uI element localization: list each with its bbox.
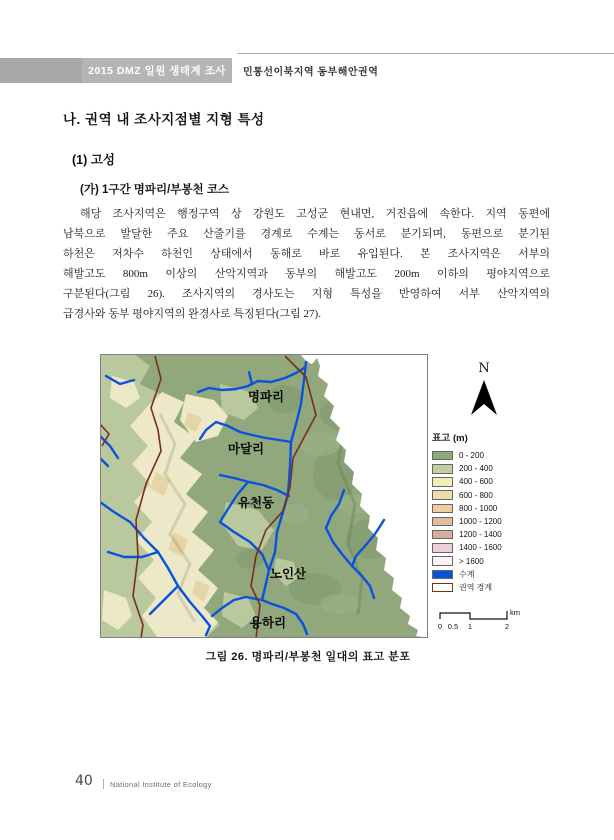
paragraph-line: 남북으로 발달한 주요 산줄기를 경계로 수계는 동서로 분기되며, 동편으로 분기된	[63, 228, 550, 240]
legend-item	[432, 502, 542, 515]
legend-swatch	[432, 570, 453, 580]
north-arrow-label: N	[478, 361, 490, 376]
legend-swatch	[432, 451, 453, 461]
legend-label: 1000 - 1200	[459, 517, 502, 527]
header-bar	[82, 58, 232, 83]
scale-bar	[432, 602, 542, 632]
legend-label: > 1600	[459, 556, 484, 566]
report-title: 2015 DMZ 일원 생태계 조사	[88, 65, 226, 77]
legend-swatch	[432, 543, 453, 553]
legend-label: 1200 - 1400	[459, 530, 502, 540]
scale-unit: km	[510, 608, 520, 617]
legend-swatch	[432, 556, 453, 566]
legend-swatch	[432, 464, 453, 474]
legend-label: 수계	[459, 569, 475, 579]
legend-swatch	[432, 504, 453, 514]
legend-item	[432, 515, 542, 528]
legend-item	[432, 555, 542, 568]
legend-item	[432, 541, 542, 554]
subsubsection-heading: (가) 1구간 명파리/부봉천 코스	[80, 184, 230, 196]
legend-item	[432, 475, 542, 488]
map-label-yucheondong: 유천동	[237, 496, 275, 510]
map-label-madalli: 마달리	[227, 442, 265, 456]
map-label-noinsan: 노인산	[269, 567, 307, 581]
page-number: 40	[75, 773, 93, 789]
legend-item	[432, 528, 542, 541]
paragraph-line: 해발고도 800m 이상의 산악지역과 동부의 해발고도 200m 이하의 평야지역으로	[63, 268, 550, 280]
legend-label: 0 - 200	[459, 451, 484, 461]
legend-label: 권역 경계	[459, 582, 493, 592]
legend-items	[432, 449, 542, 594]
paragraph-line: 구분된다(그림 26). 조사지역의 경사도는 지형 특성을 반영하여 서부 산악지역의	[63, 288, 550, 300]
map-legend	[432, 430, 542, 594]
scale-tick-05: 0.5	[447, 622, 459, 631]
legend-title: 표고 (m)	[432, 433, 468, 444]
map-label-yonghari: 용하리	[249, 616, 287, 630]
legend-swatch	[432, 477, 453, 487]
legend-swatch	[432, 530, 453, 540]
legend-label: 1400 - 1600	[459, 543, 502, 553]
legend-label: 600 - 800	[459, 490, 493, 500]
scale-bar-line	[440, 611, 507, 619]
footer-institute: National Institute of Ecology	[110, 780, 212, 789]
legend-swatch	[432, 517, 453, 527]
elevation-map	[100, 354, 428, 638]
map-canvas	[100, 354, 428, 638]
paragraph-line: 급경사와 동부 평야지역의 완경사로 특징된다(그림 27).	[63, 308, 321, 320]
section-heading: 나. 권역 내 조사지점별 지형 특성	[63, 112, 265, 127]
legend-swatch	[432, 583, 453, 593]
header-bar-accent	[0, 58, 82, 83]
map-label-myeongpari: 명파리	[247, 390, 285, 404]
legend-label: 400 - 600	[459, 477, 493, 487]
legend-label: 800 - 1000	[459, 503, 498, 513]
paragraph-line: 해당 조사지역은 행정구역 상 강원도 고성군 현내면, 거진읍에 속한다. 지역 동편에	[80, 208, 550, 220]
legend-item	[432, 462, 542, 475]
subsection-heading: (1) 고성	[72, 153, 115, 167]
scale-tick-1: 1	[467, 622, 473, 631]
body-paragraph	[63, 204, 550, 324]
footer-divider	[103, 779, 104, 789]
legend-swatch	[432, 490, 453, 500]
figure-caption: 그림 26. 명파리/부봉천 일대의 표고 분포	[205, 651, 411, 663]
north-arrow	[460, 356, 508, 420]
scale-tick-2: 2	[504, 622, 510, 631]
legend-item	[432, 449, 542, 462]
legend-label: 200 - 400	[459, 464, 493, 474]
header-section-label: 민통선이북지역 동부해안권역	[243, 67, 379, 78]
scale-tick-0: 0	[437, 622, 443, 631]
legend-item	[432, 568, 542, 581]
header-rule	[237, 53, 614, 54]
legend-item	[432, 489, 542, 502]
legend-item	[432, 581, 542, 594]
north-arrow-icon	[471, 380, 497, 415]
paragraph-line: 하천은 저차수 하천인 상태에서 동해로 바로 유입된다. 본 조사지역은 서부의	[63, 248, 550, 260]
